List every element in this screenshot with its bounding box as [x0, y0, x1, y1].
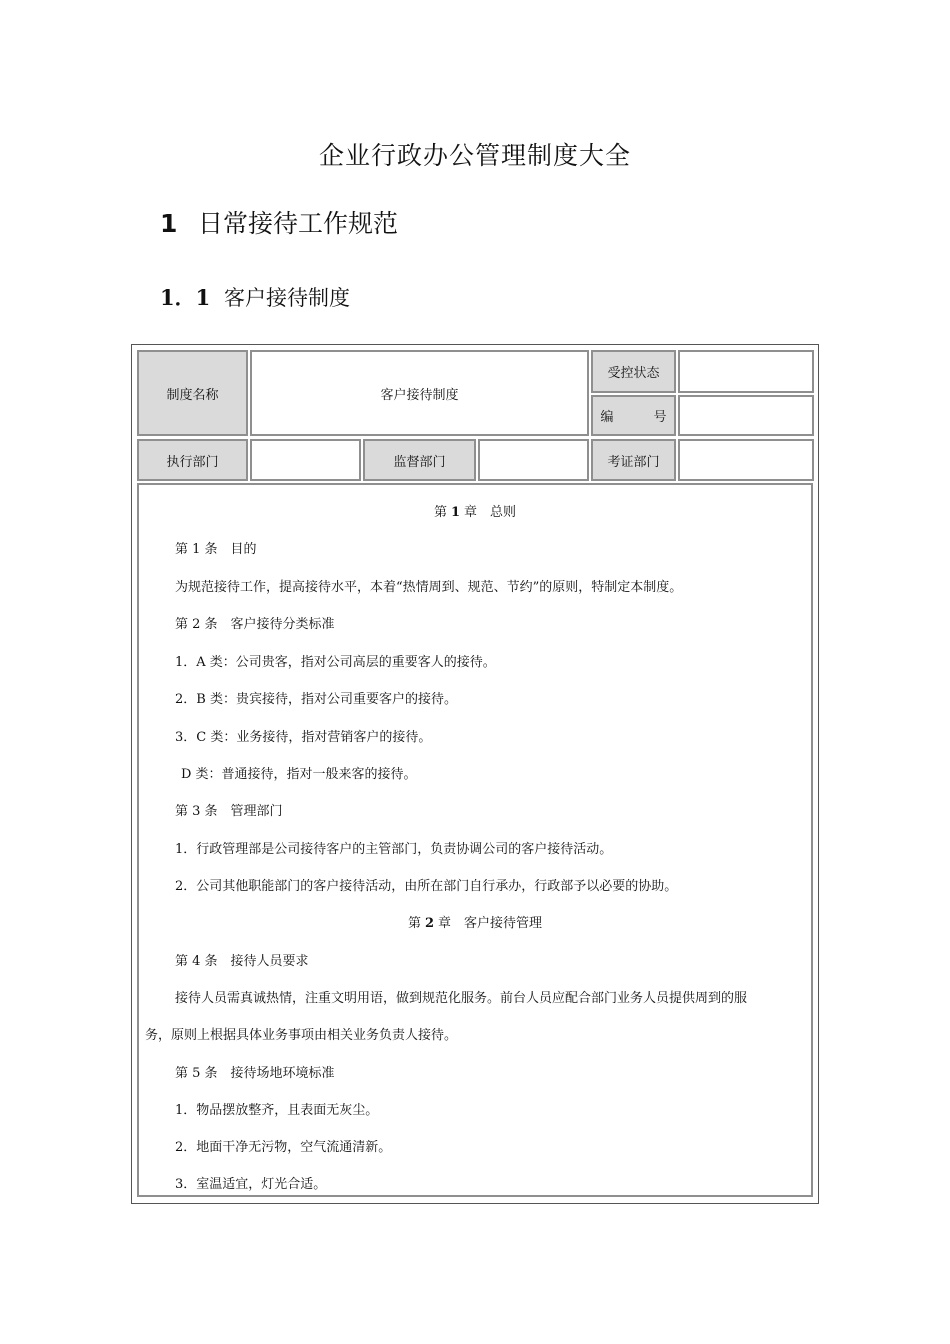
chapter-2-suffix: 章 客户接待管理: [438, 916, 543, 931]
article-2-item-1: 1．A 类：公司贵客，指对公司高层的重要客人的接待。: [175, 655, 496, 670]
supervise-dept-label: 监督部门: [363, 439, 476, 481]
chapter-1-suffix: 章 总则: [464, 505, 517, 520]
exec-dept-label: 执行部门: [137, 439, 248, 481]
article-2-heading: 第 2 条 客户接待分类标准: [175, 617, 335, 632]
article-1-heading: 第 1 条 目的: [175, 542, 257, 557]
article-4-text-line-1: 接待人员需真诚热情，注重文明用语，做到规范化服务。前台人员应配合部门业务人员提供周到的服: [175, 991, 748, 1006]
policy-name-label: 制度名称: [137, 350, 248, 436]
policy-body: [137, 483, 813, 1197]
document-number-label: [591, 395, 676, 436]
article-2-item-3: 3．C 类：业务接待，指对营销客户的接待。: [175, 730, 432, 745]
control-status-value: [678, 350, 814, 393]
policy-name-value: 客户接待制度: [250, 350, 589, 436]
subsection-title: 客户接待制度: [224, 286, 350, 310]
chapter-1-heading: [139, 501, 811, 520]
verify-dept-value: [678, 439, 814, 481]
section-title: 日常接待工作规范: [198, 209, 399, 238]
article-5-heading: 第 5 条 接待场地环境标准: [175, 1066, 335, 1081]
number-label-a: 编: [600, 410, 614, 425]
subsection-heading: [160, 282, 350, 312]
supervise-dept-value: [478, 439, 589, 481]
verify-dept-label: 考证部门: [591, 439, 676, 481]
chapter-1-number: 1: [450, 505, 461, 520]
article-4-text-line-2: 务，原则上根据具体业务事项由相关业务负责人接待。: [145, 1028, 458, 1043]
chapter-2-prefix: 第: [407, 916, 421, 931]
section-number: 1: [160, 209, 178, 238]
chapter-2-number: 2: [424, 916, 435, 931]
control-status-label: 受控状态: [591, 350, 676, 393]
article-3-heading: 第 3 条 管理部门: [175, 804, 283, 819]
subsection-number: 1．1: [160, 285, 211, 310]
article-5-item-1: 1．物品摆放整齐，且表面无灰尘。: [175, 1103, 379, 1118]
policy-form-table: [131, 344, 819, 1204]
article-4-heading: 第 4 条 接待人员要求: [175, 954, 309, 969]
article-3-item-2: 2．公司其他职能部门的客户接待活动，由所在部门自行承办，行政部予以必要的协助。: [175, 879, 678, 894]
article-5-item-2: 2．地面干净无污物，空气流通清新。: [175, 1140, 392, 1155]
exec-dept-value: [250, 439, 361, 481]
article-5-item-3: 3．室温适宜，灯光合适。: [175, 1177, 327, 1192]
chapter-1-prefix: 第: [433, 505, 447, 520]
article-1-text: 为规范接待工作，提高接待水平，本着“热情周到、规范、节约”的原则，特制定本制度。: [175, 580, 683, 595]
number-label-b: 号: [653, 410, 667, 425]
section-heading: [160, 204, 398, 240]
article-2-item-2: 2．B 类：贵宾接待，指对公司重要客户的接待。: [175, 692, 457, 707]
document-number-value: [678, 395, 814, 436]
document-title: 企业行政办公管理制度大全: [318, 141, 631, 170]
chapter-2-heading: [139, 912, 811, 931]
article-3-item-1: 1．行政管理部是公司接待客户的主管部门，负责协调公司的客户接待活动。: [175, 842, 613, 857]
article-2-item-4: D 类：普通接待，指对一般来客的接待。: [181, 767, 417, 782]
